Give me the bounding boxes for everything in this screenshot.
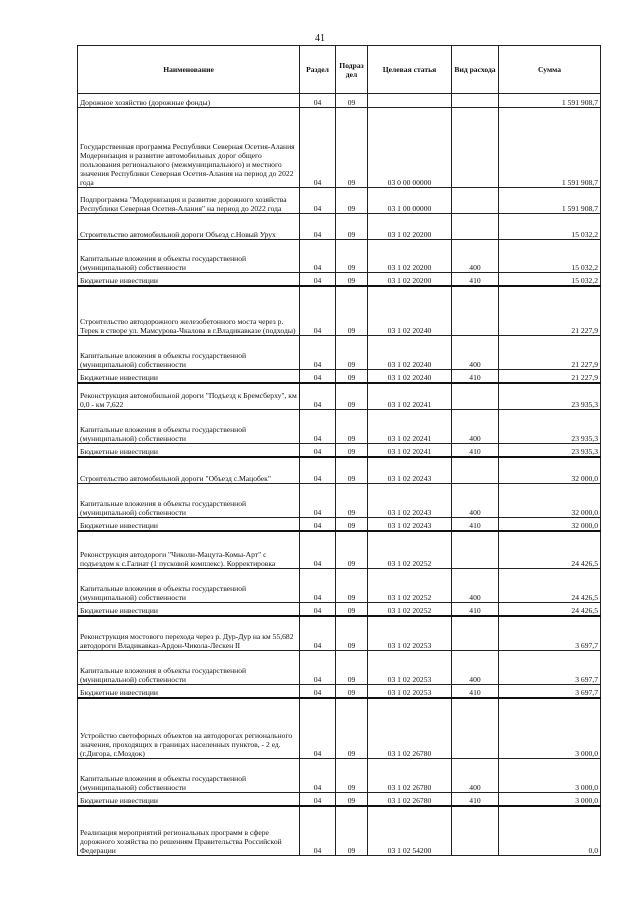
cell-sum: 1 591 908,7 [499,108,601,188]
table-body [78,94,601,856]
cell-name: Строительство автодорожного железобетонного моста через р. Терек в створе ул. Мамсурова-Чкалова в г.Владикавказе (подходы) [78,286,300,336]
cell-razdel: 04 [300,457,336,484]
cell-podrazdel: 09 [336,94,368,108]
cell-podrazdel: 09 [336,370,368,384]
cell-target: 03 1 02 26780 [368,793,452,807]
cell-sum: 15 032,2 [499,214,601,240]
cell-vid [452,214,499,240]
cell-target: 03 1 02 20200 [368,273,452,287]
cell-sum: 3 000,0 [499,793,601,807]
cell-name: Бюджетные инвестиции [78,685,300,699]
cell-vid [452,531,499,569]
table-row [78,457,601,484]
budget-table [77,45,601,856]
table-row [78,616,601,651]
cell-razdel: 04 [300,273,336,287]
cell-sum: 15 032,2 [499,240,601,273]
cell-sum: 23 935,3 [499,444,601,458]
cell-vid: 400 [452,569,499,603]
cell-razdel: 04 [300,214,336,240]
cell-podrazdel: 09 [336,214,368,240]
cell-podrazdel: 09 [336,616,368,651]
cell-sum: 3 697,7 [499,616,601,651]
cell-name: Бюджетные инвестиции [78,370,300,384]
cell-name: Капитальные вложения в объекты государственной (муниципальной) собственности [78,759,300,793]
cell-name: Устройство светофорных объектов на автодорогах регионального значения, проходящих в границах населенных пунктов, - 2 ед. (г.Дигора, г.Моздок) [78,698,300,759]
cell-razdel: 04 [300,651,336,685]
cell-vid: 410 [452,518,499,532]
cell-sum: 21 227,9 [499,370,601,384]
cell-sum: 0,0 [499,806,601,856]
table-row [78,685,601,699]
header-vid: Вид расхода [452,46,499,94]
cell-podrazdel: 09 [336,698,368,759]
header-target: Целевая статья [368,46,452,94]
table-row [78,518,601,532]
header-name: Наименование [78,46,300,94]
table-row [78,410,601,444]
cell-target: 03 1 02 54200 [368,806,452,856]
cell-target: 03 1 02 20241 [368,444,452,458]
cell-razdel: 04 [300,94,336,108]
cell-razdel: 04 [300,698,336,759]
cell-vid: 410 [452,603,499,617]
cell-name: Капитальные вложения в объекты государственной (муниципальной) собственности [78,484,300,518]
table-row [78,484,601,518]
cell-podrazdel: 09 [336,685,368,699]
cell-podrazdel: 09 [336,108,368,188]
cell-vid: 410 [452,370,499,384]
cell-razdel: 04 [300,108,336,188]
cell-razdel: 04 [300,793,336,807]
cell-sum: 1 591 908,7 [499,188,601,214]
cell-razdel: 04 [300,685,336,699]
cell-vid [452,108,499,188]
cell-podrazdel: 09 [336,759,368,793]
cell-razdel: 04 [300,370,336,384]
cell-sum: 24 426,5 [499,603,601,617]
cell-name: Реконструкция автодороги "Чиколи-Мацута-Комы-Арт" с подъездом к с.Галиат (1 пусковой комплекс). Корректировка [78,531,300,569]
cell-razdel: 04 [300,188,336,214]
cell-target: 03 1 02 20243 [368,484,452,518]
table-header-row [78,46,601,94]
cell-name: Бюджетные инвестиции [78,518,300,532]
table-row [78,603,601,617]
cell-podrazdel: 09 [336,240,368,273]
cell-vid [452,698,499,759]
cell-name: Капитальные вложения в объекты государственной (муниципальной) собственности [78,240,300,273]
cell-name: Бюджетные инвестиции [78,444,300,458]
cell-name: Капитальные вложения в объекты государственной (муниципальной) собственности [78,336,300,370]
cell-razdel: 04 [300,286,336,336]
table-row [78,188,601,214]
cell-sum: 15 032,2 [499,273,601,287]
cell-podrazdel: 09 [336,286,368,336]
cell-podrazdel: 09 [336,336,368,370]
cell-razdel: 04 [300,806,336,856]
cell-target: 03 1 02 20200 [368,214,452,240]
cell-target: 03 1 02 20241 [368,410,452,444]
cell-target: 03 1 02 20241 [368,383,452,410]
cell-razdel: 04 [300,616,336,651]
cell-sum: 1 591 908,7 [499,94,601,108]
cell-sum: 3 697,7 [499,651,601,685]
table-row [78,273,601,287]
cell-vid: 400 [452,484,499,518]
cell-target: 03 1 02 20240 [368,370,452,384]
cell-target: 03 1 02 20252 [368,531,452,569]
cell-sum: 32 000,0 [499,484,601,518]
cell-podrazdel: 09 [336,793,368,807]
cell-vid [452,188,499,214]
cell-target [368,94,452,108]
cell-vid [452,383,499,410]
table-row [78,286,601,336]
cell-razdel: 04 [300,383,336,410]
cell-target: 03 1 02 20252 [368,603,452,617]
table-row [78,806,601,856]
cell-name: Строительство автомобильной дороги Объезд с.Новый Урух [78,214,300,240]
cell-razdel: 04 [300,759,336,793]
cell-podrazdel: 09 [336,457,368,484]
cell-razdel: 04 [300,444,336,458]
cell-vid: 410 [452,444,499,458]
table-row [78,94,601,108]
cell-name: Подпрограмма "Модернизация и развитие дорожного хозяйства Республики Северная Осетия-Алания" на период до 2022 года [78,188,300,214]
cell-sum: 32 000,0 [499,518,601,532]
cell-vid: 410 [452,273,499,287]
cell-sum: 23 935,3 [499,383,601,410]
cell-podrazdel: 09 [336,484,368,518]
cell-vid: 410 [452,793,499,807]
cell-target: 03 1 02 20252 [368,569,452,603]
cell-target: 03 1 02 20200 [368,240,452,273]
table-row [78,651,601,685]
table-row [78,531,601,569]
table-row [78,240,601,273]
cell-podrazdel: 09 [336,651,368,685]
table-row [78,336,601,370]
cell-razdel: 04 [300,336,336,370]
header-sum: Сумма [499,46,601,94]
cell-sum: 3 000,0 [499,759,601,793]
cell-name: Дорожное хозяйство (дорожные фонды) [78,94,300,108]
cell-vid: 400 [452,240,499,273]
cell-target: 03 1 02 20243 [368,457,452,484]
cell-sum: 3 697,7 [499,685,601,699]
cell-target: 03 1 02 20243 [368,518,452,532]
cell-target: 03 0 00 00000 [368,108,452,188]
cell-name: Государственная программа Республики Северная Осетия-Алания Модернизация и развитие автомобильных дорог общего пользования регионального (межмуниципального) и местного значения Республики Северная Осетия-Алания на период до 2022 года [78,108,300,188]
table-row [78,214,601,240]
cell-razdel: 04 [300,518,336,532]
cell-sum: 32 000,0 [499,457,601,484]
cell-vid: 400 [452,759,499,793]
cell-sum: 24 426,5 [499,569,601,603]
cell-target: 03 1 00 00000 [368,188,452,214]
cell-podrazdel: 09 [336,806,368,856]
cell-podrazdel: 09 [336,383,368,410]
page-number: 41 [315,33,325,44]
cell-vid [452,457,499,484]
table-row [78,698,601,759]
cell-vid: 400 [452,336,499,370]
cell-razdel: 04 [300,484,336,518]
table-row [78,793,601,807]
cell-podrazdel: 09 [336,273,368,287]
cell-vid [452,94,499,108]
cell-razdel: 04 [300,531,336,569]
cell-target: 03 1 02 26780 [368,759,452,793]
cell-name: Капитальные вложения в объекты государственной (муниципальной) собственности [78,410,300,444]
cell-name: Реализация мероприятий региональных программ в сфере дорожного хозяйства по решениям Правительства Российской Федерации [78,806,300,856]
cell-podrazdel: 09 [336,518,368,532]
cell-name: Бюджетные инвестиции [78,273,300,287]
table-row [78,759,601,793]
cell-name: Капитальные вложения в объекты государственной (муниципальной) собственности [78,569,300,603]
cell-sum: 21 227,9 [499,286,601,336]
cell-razdel: 04 [300,240,336,273]
cell-target: 03 1 02 20253 [368,685,452,699]
table-row [78,383,601,410]
cell-name: Реконструкция автомобильной дороги "Подъезд к Бремсберху", км 0,0 - км 7,622 [78,383,300,410]
cell-razdel: 04 [300,603,336,617]
table-row [78,444,601,458]
cell-target: 03 1 02 20240 [368,286,452,336]
cell-podrazdel: 09 [336,531,368,569]
cell-vid [452,616,499,651]
cell-razdel: 04 [300,410,336,444]
cell-target: 03 1 02 20253 [368,651,452,685]
cell-vid: 400 [452,410,499,444]
cell-target: 03 1 02 20253 [368,616,452,651]
cell-sum: 21 227,9 [499,336,601,370]
cell-name: Строительство автомобильной дороги "Объезд с.Мацобек" [78,457,300,484]
cell-podrazdel: 09 [336,444,368,458]
cell-name: Бюджетные инвестиции [78,603,300,617]
table-row [78,370,601,384]
cell-name: Бюджетные инвестиции [78,793,300,807]
cell-sum: 23 935,3 [499,410,601,444]
cell-podrazdel: 09 [336,410,368,444]
cell-podrazdel: 09 [336,603,368,617]
cell-name: Реконструкция мостового перехода через р. Дур-Дур на км 55,682 автодороги Владикавказ-Ардон-Чиколa-Лескен II [78,616,300,651]
header-razdel: Раздел [300,46,336,94]
cell-vid: 410 [452,685,499,699]
header-podrazdel: Подраз дел [336,46,368,94]
cell-podrazdel: 09 [336,188,368,214]
table-row [78,108,601,188]
cell-razdel: 04 [300,569,336,603]
table-row [78,569,601,603]
cell-name: Капитальные вложения в объекты государственной (муниципальной) собственности [78,651,300,685]
cell-podrazdel: 09 [336,569,368,603]
cell-vid: 400 [452,651,499,685]
cell-target: 03 1 02 26780 [368,698,452,759]
cell-sum: 3 000,0 [499,698,601,759]
cell-vid [452,286,499,336]
cell-target: 03 1 02 20240 [368,336,452,370]
cell-vid [452,806,499,856]
cell-sum: 24 426,5 [499,531,601,569]
